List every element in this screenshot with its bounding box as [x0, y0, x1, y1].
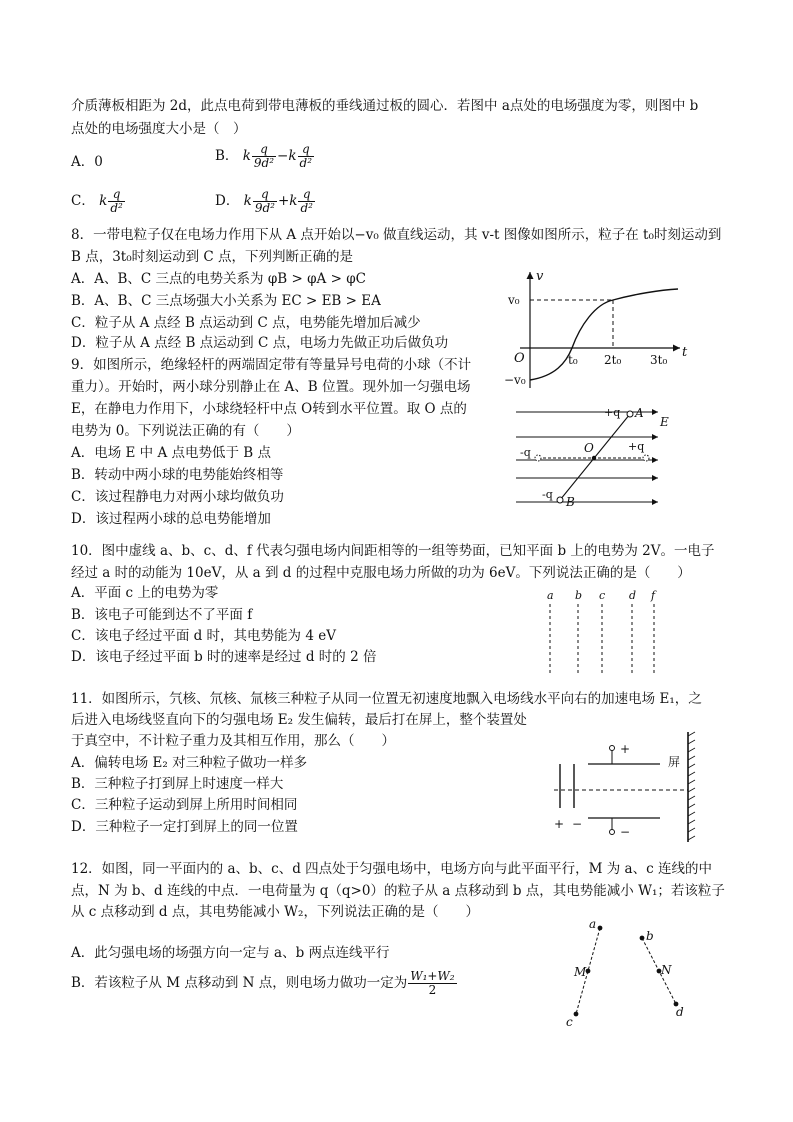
- q10-stem-line1: 10．图中虚线 a、b、c、d、f 代表匀强电场内间距相等的一组等势面，已知平面 b 上的电势为 2V。一电子: [71, 543, 715, 559]
- q7-option-b-label: B．: [215, 148, 239, 164]
- q7-c-frac: [108, 188, 125, 215]
- q8-2t0-label: 2t₀: [604, 353, 622, 367]
- q11-option-d: D．三种粒子一定打到屏上的同一位置: [71, 819, 298, 835]
- q9-stem-line1: 9．如图所示，绝缘轻杆的两端固定带有等量异号电荷的小球（不计: [71, 357, 472, 373]
- q9-ball-left-dashed: [535, 455, 541, 461]
- q12-label-m: M: [574, 965, 587, 979]
- q11-stem-line3: 于真空中，不计粒子重力及其相互作用，那么（ ）: [71, 733, 395, 749]
- q9-o-label: O: [584, 441, 594, 455]
- q9-option-a: A．电场 E 中 A 点电势低于 B 点: [71, 445, 272, 461]
- q8-option-a: A．A、B、C 三点的电势关系为 φB > φA > φC: [71, 271, 366, 287]
- q7-d-frac2-den: d²: [300, 201, 313, 215]
- q10-equipotential-figure: [540, 588, 670, 676]
- q7-b-frac1-den: 9d²: [253, 156, 275, 170]
- q11-top-terminal: [610, 746, 615, 751]
- q12-option-a: A．此匀强电场的场强方向一定与 a、b 两点连线平行: [71, 945, 390, 961]
- q12-option-b: [71, 970, 458, 997]
- q9-plus-q-a-label: +q: [604, 406, 621, 419]
- q8-option-d: D．粒子从 A 点经 B 点运动到 C 点，电场力先做正功后做负功: [71, 335, 449, 351]
- q7-d-frac1-den: 9d²: [254, 201, 275, 215]
- q10-label-a: a: [547, 589, 554, 602]
- q11-screen-label: 屏: [668, 755, 681, 769]
- q7-c-k: k: [99, 193, 108, 209]
- q10-option-b: B．该电子可能到达不了平面 f: [71, 607, 253, 623]
- q9-stem-line3: E，在静电力作用下，小球绕轻杆中点 O转到水平位置。取 O 点的: [71, 401, 467, 417]
- q11-apparatus-figure: [540, 732, 710, 842]
- q9-option-c: C．该过程静电力对两小球均做负功: [71, 489, 284, 505]
- q7-d-k1: k: [243, 193, 252, 209]
- q9-neg-q-b-label: -q: [542, 488, 553, 501]
- q10-option-a: A．平面 c 上的电势为零: [71, 585, 219, 601]
- q7-b-frac2-num: q: [298, 143, 315, 157]
- q7-option-c: [71, 188, 126, 215]
- q9-stem-line4: 电势为 0。下列说法正确的有（ ）: [71, 423, 300, 439]
- q7-option-b: [215, 143, 315, 170]
- q12-label-b: b: [646, 929, 654, 943]
- q11-stem-line1: 11．如图所示，氕核、氘核、氚核三种粒子从同一位置无初速度地飘入电场线水平向右的加速电场 E₁，之: [71, 691, 702, 707]
- q12-option-b-fraction: [408, 970, 456, 997]
- q12-option-b-text: B．若该粒子从 M 点移动到 N 点，则电场力做功一定为: [71, 975, 408, 991]
- q12-label-a: a: [589, 917, 597, 931]
- q9-ball-right-dashed: [643, 455, 649, 461]
- q7-stem-line2: 点处的电场强度大小是（ ）: [71, 121, 247, 137]
- q9-ball-b: [557, 497, 563, 503]
- q8-option-b: B．A、B、C 三点场强大小关系为 EC > EB > EA: [71, 293, 381, 309]
- q10-label-c: c: [599, 589, 606, 602]
- q11-accel-minus: −: [572, 817, 583, 831]
- q11-option-c: C．三种粒子运动到屏上所用时间相同: [71, 797, 298, 813]
- q12-fraction-numerator: W₁+W₂: [410, 969, 455, 983]
- q8-vt-graph: [500, 268, 700, 398]
- q7-b-frac1-num: q: [252, 143, 276, 157]
- q11-option-a: A．偏转电场 E₂ 对三种粒子做功一样多: [71, 755, 308, 771]
- q8-t-label: t: [682, 345, 688, 360]
- q7-b-k2: k: [288, 148, 297, 164]
- q8-t0-label: t₀: [568, 353, 578, 367]
- q7-d-frac2: [298, 188, 315, 215]
- q7-option-d-label: D．: [215, 193, 240, 209]
- q10-label-d: d: [629, 589, 637, 602]
- q12-point-c: [574, 1012, 579, 1017]
- q12-point-b: [640, 936, 645, 941]
- q12-stem-line3: 从 c 点移动到 d 点，其电势能减小 W₂，下列说法正确的是（ ）: [71, 904, 479, 920]
- q7-b-k1: k: [242, 148, 251, 164]
- q7-option-a: A．0: [71, 154, 103, 170]
- q7-stem-line1: 介质薄板相距为 2d，此点电荷到带电薄板的垂线通过板的圆心．若图中 a点处的电场强度为零，则图中 b: [71, 98, 699, 114]
- q8-neg-v0-label: −v₀: [504, 373, 526, 387]
- q7-option-c-label: C．: [71, 193, 95, 209]
- q12-label-c: c: [566, 1015, 573, 1029]
- q9-b-label: B: [566, 495, 575, 509]
- q7-c-frac-num: q: [108, 188, 125, 202]
- q10-label-f: f: [651, 589, 656, 602]
- q7-d-frac1-num: q: [253, 188, 277, 202]
- q7-b-minus: −: [277, 148, 289, 164]
- q11-accel-plus: +: [554, 817, 565, 831]
- q7-b-frac1: [252, 143, 276, 170]
- q8-origin-label: O: [514, 351, 525, 366]
- q11-option-b: B．三种粒子打到屏上时速度一样大: [71, 776, 284, 792]
- q10-option-d: D．该电子经过平面 b 时的速率是经过 d 时的 2 倍: [71, 649, 377, 665]
- q12-label-n: N: [661, 963, 672, 977]
- q7-d-k2: k: [289, 193, 298, 209]
- q12-stem-line2: 点，N 为 b、d 连线的中点．一电荷量为 q（q>0）的粒子从 a 点移动到 b 点，其电势能减小 W₁；若该粒子: [71, 883, 725, 899]
- q8-stem-line1: 8．一带电粒子仅在电场力作用下从 A 点开始以−v₀ 做直线运动，其 v-t 图像如图所示，粒子在 t₀时刻运动到: [71, 227, 722, 243]
- q12-label-d: d: [676, 1005, 684, 1019]
- q7-c-frac-den: d²: [110, 201, 123, 215]
- q7-option-d: [215, 188, 316, 215]
- q10-option-c: C．该电子经过平面 d 时，其电势能为 4 eV: [71, 628, 336, 644]
- q10-stem-line2: 经过 a 时的动能为 10eV，从 a 到 d 的过程中克服电场力所做的功为 6eV。下列说法正确的是（ ）: [71, 565, 691, 581]
- q7-d-frac1: [253, 188, 277, 215]
- q12-points-figure: [560, 918, 700, 1030]
- q9-neg-q-left-label: -q: [520, 446, 531, 459]
- q12-point-a: [598, 926, 603, 931]
- q11-bottom-terminal: [610, 830, 615, 835]
- q7-b-frac2-den: d²: [299, 156, 313, 170]
- q11-top-plus: +: [620, 742, 631, 756]
- q9-e-label: E: [660, 415, 669, 429]
- q9-field-figure: [508, 400, 698, 515]
- q12-fraction-denominator: 2: [428, 983, 437, 997]
- q8-3t0-label: 3t₀: [650, 353, 668, 367]
- q9-point-o: [592, 456, 596, 460]
- q9-a-label: A: [635, 406, 644, 420]
- q8-v0-label: v₀: [508, 293, 520, 307]
- q7-b-frac2: [298, 143, 315, 170]
- q9-ball-a: [627, 411, 633, 417]
- q8-option-c: C．粒子从 A 点经 B 点运动到 C 点，电势能先增加后减少: [71, 315, 421, 331]
- q11-stem-line2: 后进入电场线竖直向下的匀强电场 E₂ 发生偏转，最后打在屏上，整个装置处: [71, 712, 527, 728]
- q12-point-m: [586, 969, 591, 974]
- q8-v-label: v: [536, 269, 544, 284]
- q10-label-b: b: [575, 589, 583, 602]
- q9-option-d: D．该过程两小球的总电势能增加: [71, 511, 271, 527]
- q7-d-frac2-num: q: [298, 188, 315, 202]
- q12-stem-line1: 12．如图，同一平面内的 a、b、c、d 四点处于匀强电场中，电场方向与此平面平行，M 为 a、c 连线的中: [71, 861, 712, 877]
- q9-plus-q-right-label: +q: [628, 440, 645, 453]
- q9-stem-line2: 重力）。开始时，两小球分别静止在 A、B 位置。现外加一匀强电场: [71, 379, 471, 395]
- q7-d-plus: +: [277, 193, 290, 209]
- q8-stem-line2: B 点，3t₀时刻运动到 C 点，下列判断正确的是: [71, 249, 354, 265]
- q11-screen-hatch: [688, 732, 695, 840]
- q9-option-b: B．转动中两小球的电势能始终相等: [71, 467, 284, 483]
- q11-bottom-minus: −: [620, 825, 631, 839]
